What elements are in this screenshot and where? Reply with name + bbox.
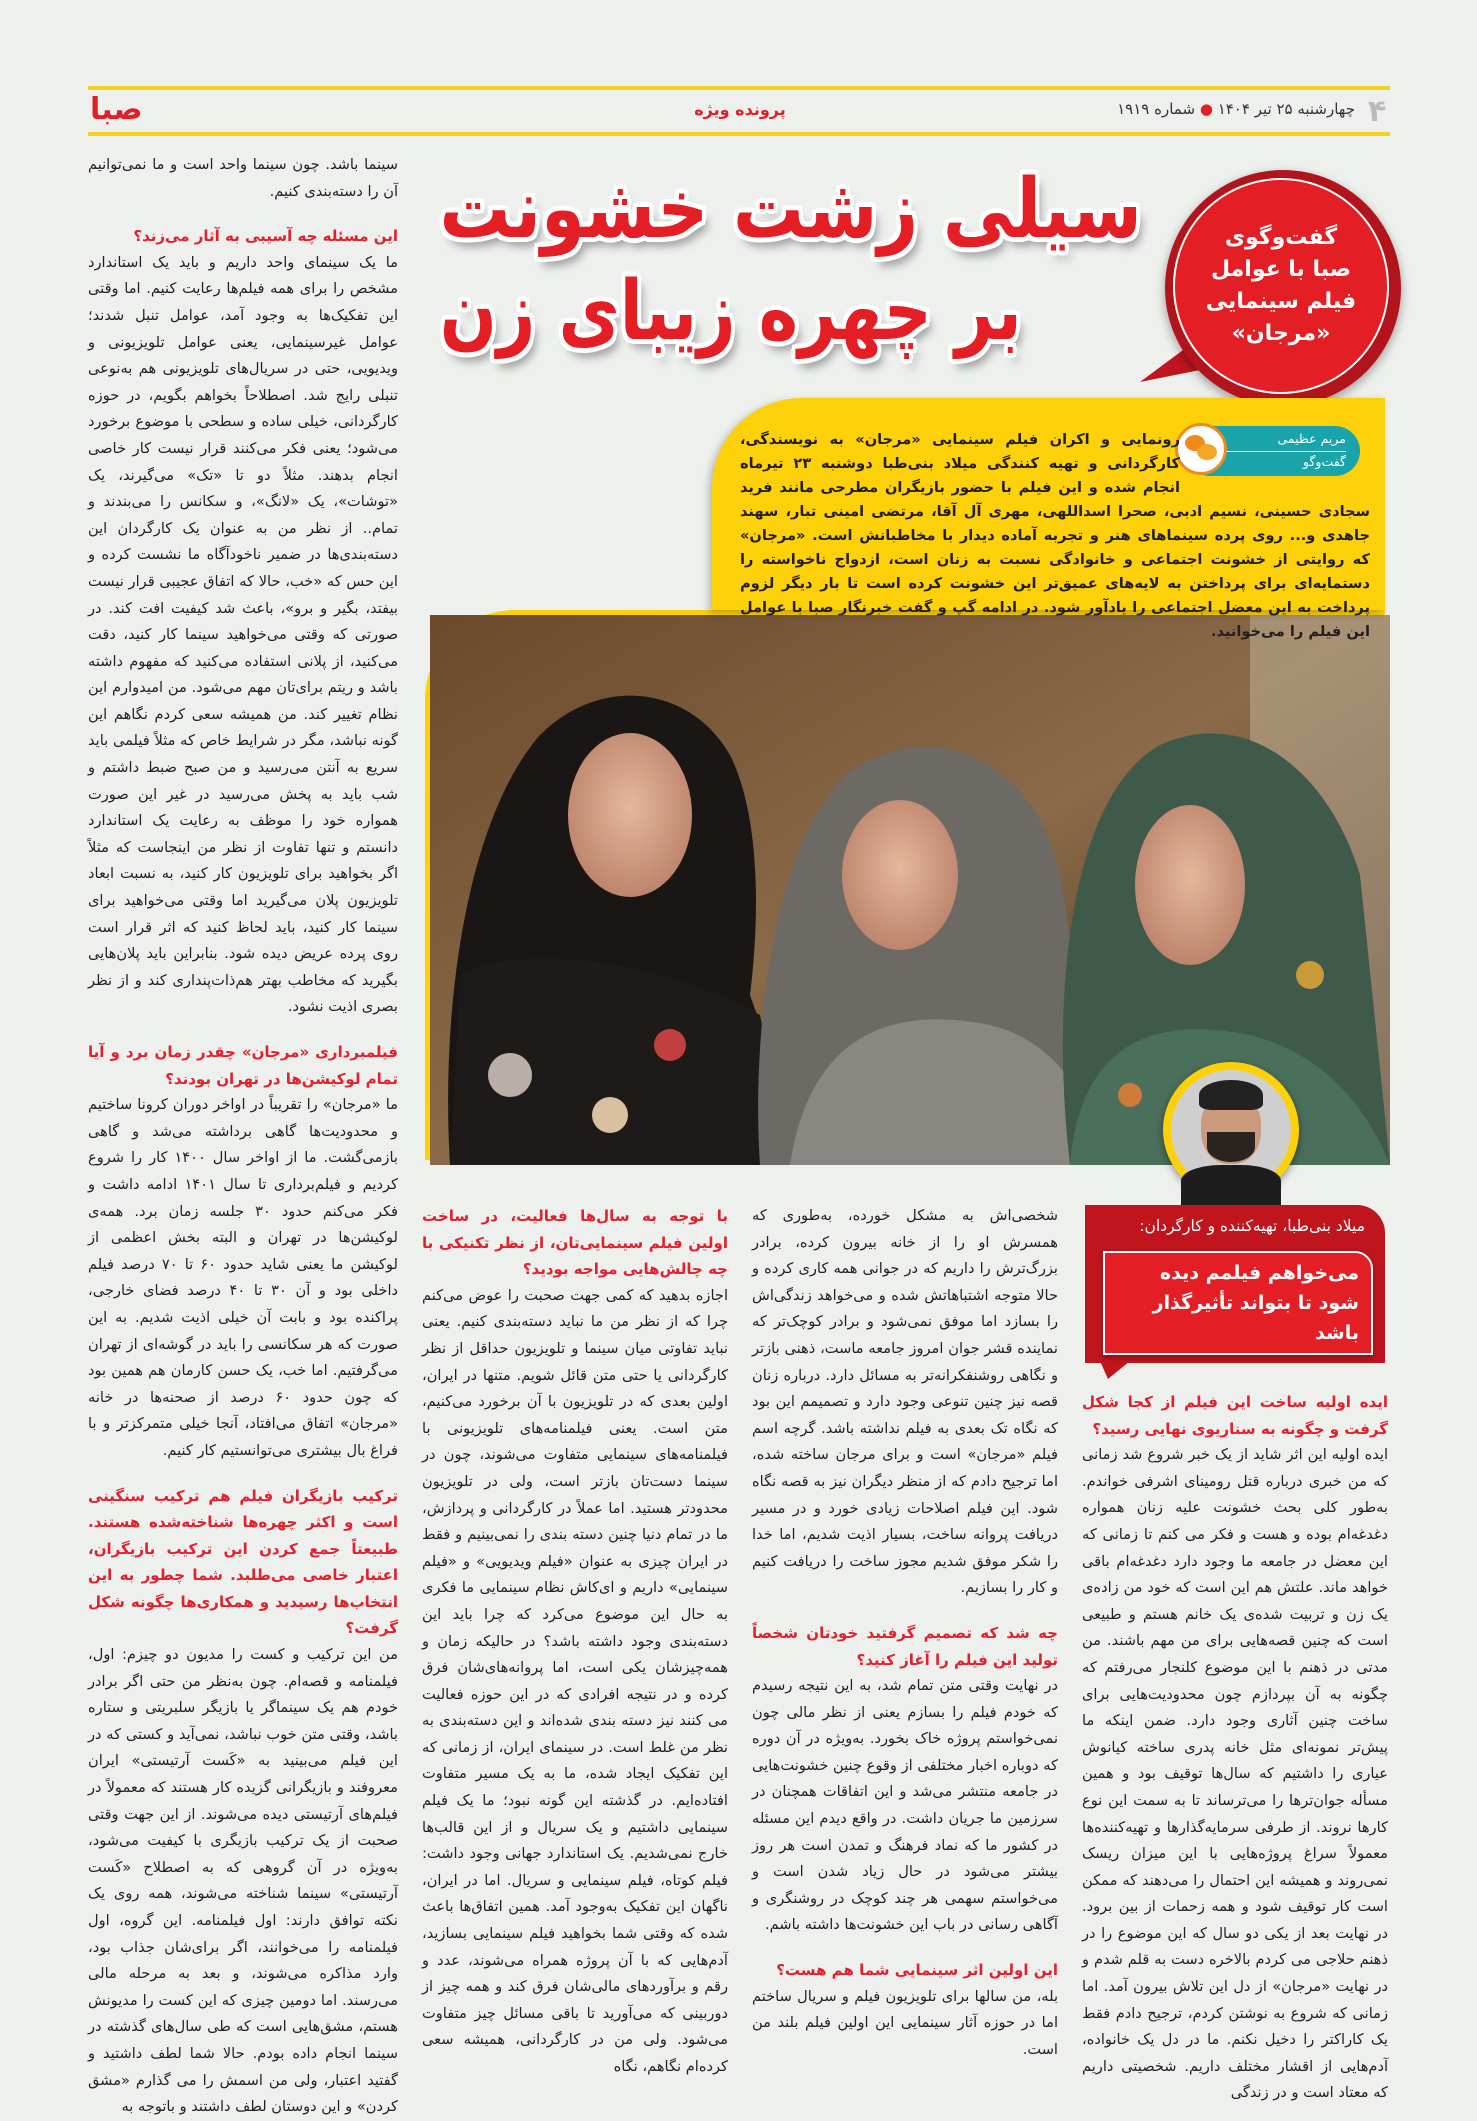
badge-line: گفت‌وگوی (1224, 225, 1338, 250)
issue-info (1117, 100, 1355, 118)
section-title: پرونده ویژه (694, 100, 786, 119)
intro-text: رونمایی و اکران فیلم سینمایی «مرجان» به نویسندگی، کارگردانی و تهیه کنندگی میلاد بنی‌طبا دوشنبه ۲۳ تیرماه انجام شده و این فیلم با حضور بازیگران مطرحی مانند فرید سجادی حسینی، نسیم ادبی، صحرا اسداللهی، مهری آل آقا، مرتضی امینی تبار، سهند جاهدی و... روی پرده سینماهای هنر و تجربه آماده دیدار با مخاطبانش است. «مرجان» که روایتی از خشونت اجتماعی و خانوادگی نسبت به زنان است، ازدواج ناخواسته را دستمایه‌ای برای پرداختن به لایه‌های عمیق‌تر این خشونت کرده است تا بار دیگر لزوم پرداخت به این معضل اجتماعی را یادآور شود. در ادامه گپ و گفت خبرنگار صبا با عوامل این فیلم را می‌خوانید. (740, 431, 1370, 640)
interview-question: این مسئله چه آسیبی به آثار می‌زند؟ (133, 227, 398, 246)
headline-line-1: سیلی زشت خشونت (439, 162, 1142, 257)
badge-line: صبا با عوامل (1211, 257, 1351, 282)
interview-answer: در نهایت وقتی متن تمام شد، به این نتیجه رسیدم که خودم فیلم را بسازم یعنی از نظر مالی چون نمی‌خواستم پروژه خاک بخورد. به‌ویژه در آن دوره که دوباره اخبار مختلفی از وقوع چنین خشونت‌هایی در جامعه منتشر می‌شد و این اتفاقات همچنان در سرزمین ما جریان داشت. در واقع دیدم این مسئله در کشور ما که نماد فرهنگ و تمدن است هر روز بیشتر می‌شود در حال زیاد شدن است و می‌خواستم سهمی هر چند کوچک در روشنگری و آگاهی رسانی در باب این خشونت‌ها داشته باشم. (752, 1677, 1058, 1934)
interview-answer: شخصی‌اش به مشکل خورده، به‌طوری که همسرش او را از خانه بیرون کرده، برادر بزرگ‌ترش را داریم که در جوانی همه کاری کرده و حالا متوجه اشتباهاتش شده و می‌خواهد زندگی‌اش را بسازد اما موفق نمی‌شود و برادر کوچک‌تر که نماینده قشر جوان امروز جامعه ماست، ذهنی بازتر و نگاهی روشنفکرانه‌تر به مسائل دارد. درباره زنان قصه نیز چنین تنوعی وجود دارد و تصمیمم این بود که نگاه تک بعدی به فیلم نداشته باشد. گرچه اسم فیلم «مرجان» است و برای مرجان ساخته شده، اما ترجیح دادم که از منظر دیگران نیز به قصه نگاه شود. این فیلم اصلاحات زیادی خورد و در مسیر دریافت پروانه ساخت، بسیار اذیت شدیم، اما خدا را شکر موفق شدیم مجوز ساخت را دریافت کنیم و کار را بسازیم. (752, 1207, 1058, 1597)
bullet-dot: ● (1199, 100, 1213, 118)
quote-speaker: میلاد بنی‌طبا، تهیه‌کننده و کارگردان: (1139, 1217, 1365, 1235)
headline-line-2: بر چهره زیبای زن (440, 264, 1022, 359)
issue-number: شماره ۱۹۱۹ (1117, 100, 1196, 118)
header-top-rule (88, 86, 1390, 90)
author-category: گفت‌وگو (1226, 451, 1346, 469)
header-bottom-rule (88, 132, 1390, 136)
interview-question: با توجه به سال‌ها فعالیت، در ساخت اولین فیلم سینمایی‌تان، از نظر تکنیکی با چه چالش‌هایی مواجه بودید؟ (422, 1207, 728, 1279)
quote-box (1085, 1205, 1385, 1363)
interview-question: فیلمبرداری «مرجان» چقدر زمان برد و آیا تمام لوکیشن‌ها در تهران بودند؟ (88, 1043, 398, 1088)
article-column-3 (422, 1203, 728, 2075)
interview-answer: بله، من سالها برای تلویزیون فیلم و سریال ساختم اما در حوزه آثار سینمایی این اولین فیلم بلند من است. (752, 1987, 1058, 2058)
saba-logo[interactable]: صبا (90, 92, 143, 127)
quote-tail (1100, 1361, 1130, 1381)
interview-answer: سینما باشد. چون سینما واحد است و ما نمی‌توانیم آن را دسته‌بندی کنیم. (88, 156, 398, 200)
interview-question: چه شد که تصمیم گرفتید خودتان شخصاً تولید این فیلم را آغاز کنید؟ (752, 1623, 1058, 1669)
quote-title: می‌خواهم فیلمم دیده شود تا بتواند تأثیرگذار باشد (1103, 1251, 1373, 1355)
author-name: مریم عظیمی (1277, 431, 1346, 446)
article-column-2 (752, 1203, 1058, 2058)
interview-question: ایده اولیه ساخت این فیلم از کجا شکل گرفت و چگونه به سناریوی نهایی رسید؟ (1082, 1393, 1388, 1438)
badge-line: فیلم سینمایی (1205, 289, 1357, 314)
article-column-1 (1082, 1389, 1388, 2102)
interview-question: این اولین اثر سینمایی شما هم هست؟ (776, 1961, 1058, 1980)
interview-question: ترکیب بازیگران فیلم هم ترکیب سنگینی است و اکثر چهره‌ها شناخته‌شده هستند. طبیعتاً جمع کردن این ترکیب بازیگران، اعتبار خاصی می‌طلبد. شما چطور به این انتخاب‌ها رسیدید و همکاری‌ها چگونه شکل گرفت؟ (88, 1486, 398, 1638)
interview-answer: ایده اولیه این اثر شاید از یک خبر شروع شد زمانی که من خبری درباره قتل رومینای اشرفی خواندم. به‌طور کلی بحث خشونت علیه زنان همواره دغدغه‌ام بوده و هست و فکر می کنم تا زمانی که این معضل در جامعه ما وجود دارد دغدغه‌ام باقی خواهد ماند. علتش هم این است که خود من زاده‌ی یک زن و تربیت شده‌ی یک خانم هستم و طبیعی است که چنین قصه‌هایی برای من مهم باشند. من مدتی در ذهنم با این موضوع کلنجار می‌رفتم که چگونه به آن بپردازم چون محدودیت‌هایی برای ساخت چنین آثاری وجود دارد. ضمن اینکه ما پیش‌تر نمونه‌ای مثل خانه پدری ساخته کیانوش عیاری را داشتیم که سال‌ها توقیف بود و همین مسأله جوان‌ترها را می‌ترساند تا به سمت این نوع کارها نروند. از طرفی سرمایه‌گذارها و تهیه‌کننده‌ها معمولاً سراغ پروژه‌هایی با این میزان ریسک نمی‌روند و همیشه این احتمال را می‌دهند که ممکن است کار توقیف شود و همه زحمات از بین برود. در نهایت بعد از یکی دو سال که این موضوع را در ذهنم حلاجی می کردم بالاخره دست به قلم شدم و در نهایت «مرجان» از دل این تلاش بیرون آمد. اما زمانی که شروع به نوشتن کردم، ترجیح دادم فقط یک کاراکتر را دخیل نکنم. ما در دل یک خانواده، آدم‌هایی از اقشار مختلف داریم. شخصیتی داریم که معتاد است و در زندگی (1082, 1446, 1388, 2102)
issue-date: چهارشنبه ۲۵ تیر ۱۴۰۴ (1217, 100, 1355, 118)
page-number: ۴ (1368, 94, 1387, 129)
article-column-4 (88, 152, 398, 2116)
interview-answer: من این ترکیب و کست را مدیون دو چیزم: اول، فیلمنامه و قصه‌ام. چون به‌نظر من حتی اگر برادر خودم هم یک سینماگر یا بازیگر سلبریتی و ستاره باشد، وقتی متن خوب نباشد، نمی‌آید و کستی که در این فیلم می‌بینید به «کَست آرتیستی» ایران معروفند و بازیگرانی گزیده کار هستند که معمولاً در فیلم‌های آرتیستی دیده می‌شوند. از این جهت وقتی صحبت از یک ترکیب بازیگری با کیفیت می‌شود، به‌ویژه در آن گروهی که به اصطلاح «کَست آرتیستی» سینما شناخته می‌شوند، همه روی یک نکته توافق دارند: اول فیلمنامه. این گروه، اول فیلمنامه را می‌خوانند، اگر برای‌شان جذاب بود، وارد مذاکره می‌شوند، و بعد به مرحله مالی می‌رسند. اما دومین چیزی که این کست را مدیونش هستم، مشق‌هایی است که طی سال‌های گذشته در سینما انجام داده بودم. حالا شما لطف داشتید و گفتید اعتبار، ولی من اسمش را می گذارم «مشق کردن» و این دوستان لطف داشتند و باتوجه به (88, 1646, 398, 2116)
interview-badge (1165, 170, 1401, 406)
interview-answer: ما یک سینمای واحد داریم و باید یک استاندارد مشخص را برای همه فیلم‌ها رعایت کنیم. اما وقتی این تفکیک‌ها به وجود آمد، عوامل تنبل شدند؛ عوامل غیرسینمایی، یعنی عوامل تلویزیونی و ویدیویی، حتی در سریال‌های تلویزیونی هم به‌نوعی تنبلی رایج شد. اصطلاحاً بخواهم بگویم، در حوزه کارگردانی، خیلی ساده و سطحی با موضوع برخورد می‌شود؛ یعنی فکر می‌کنند قرار نیست کار خاصی انجام بدهند. مثلاً دو تا «تک» می‌گیرند، یک «توشات»، یک «لانگ»، و سکانس را می‌بندند و تمام.. از نظر من به عنوان یک کارگردان این دسته‌بندی‌ها در ضمیر ناخودآگاه ما نشست کرده و این حس که «خب، حالا که اتفاق عجیبی قرار نیست بیفتد، بگیر و برو»، باعث شد کیفیت افت کند. در صورتی که وقتی می‌خواهید سینما کار کنید، دقت می‌کنید، از پلانی استفاده می‌کنید که مفهوم داشته باشد و ریتم برای‌تان مهم می‌شود. من امیدوارم این نظام تغییر کند. من همیشه سعی کردم نگاهم این گونه نباشد، مگر در شرایط خاص که مثلاً فیلمی باید سریع به آنتن می‌رسید و من صبح ضبط داشتم و شب باید به پخش می‌رسید در غیر این صورت همواره خود را موظف به رعایت یک استاندارد دانستم و تنها تفاوت از نظر من اینجاست که مثلاً اگر بخواهید برای تلویزیون کار کنید، به نسبت ابعاد تلویزیون پلان می‌گیرید اما وقتی می‌خواهید برای سینما کار کنید، باید لحاظ کنید که اثر قرار است روی پرده عریض دیده شود. بنابراین باید پلان‌هایی بگیرید که مخاطب بهتر هم‌ذات‌پنداری کند و از نظر بصری اذیت نشود. (88, 253, 398, 1016)
director-portrait (1163, 1062, 1299, 1198)
badge-line: «مرجان» (1231, 321, 1331, 346)
interview-answer: اجازه بدهید که کمی جهت صحبت را عوض می‌کنم چرا که از نظر من ما نباید دسته‌بندی کنیم. یعنی نباید تفاوتی میان سینما و تلویزیون حداقل از نظر کارگردانی یا حتی متن قائل شویم. متنها در ایران، اولین بعدی که در تلویزیون با آن برخورد می‌کنیم، متن است. یعنی فیلمنامه‌های تلویزیونی با فیلمنامه‌های سینمایی متفاوت می‌شوند، چون در سینما دست‌تان بازتر است، ولی در تلویزیون محدودتر هستید. اما عملاً در کارگردانی و پردازش، ما در تمام دنیا چنین دسته بندی را نمی‌بینیم و فقط در ایران چیزی به عنوان «فیلم ویدیویی» و «فیلم سینمایی» داریم و ای‌کاش نظام سینمایی ما فکری به حال این موضوع می‌کرد که چرا باید این دسته‌بندی وجود داشته باشد؟ در حالیکه زمان و همه‌چیزشان یکی است، اما پروانه‌های‌شان فرق کرده و در نتیجه افرادی که در این حوزه فعالیت می کنند نیز دسته بندی شده‌اند و این دسته‌بندی به نظر من غلط است. در سینمای ایران، از زمانی که این تفکیک ایجاد شده، ما به یک مسیر متفاوت افتاده‌ایم. در گذشته این گونه نبود؛ ما یک فیلم سینمایی داشتیم و یک سریال و از این قالب‌ها خارج نمی‌شدیم. یک استاندارد جهانی وجود داشت: فیلم کوتاه، فیلم سینمایی و سریال. اما در ایران، ناگهان این تفکیک به‌وجود آمد. همین اتفاق‌ها باعث شده که وقتی شما بخواهید فیلم سینمایی بسازید، آدم‌هایی که با آن پروژه همراه می‌شوند، عدد و رقم و برآوردهای مالی‌شان فرق کند و همه چیز از دوربینی که می‌آورید تا باقی مسائل چیز متفاوت می‌شود. ولی من در کارگردانی، همیشه سعی کرده‌ام نگاهم، نگاه (422, 1286, 728, 2075)
interview-answer: ما «مرجان» را تقریباً در اواخر دوران کرونا ساختیم و محدودیت‌ها گاهی برداشته می‌شد و گاهی بازمی‌گشت. ما از اواخر سال ۱۴۰۰ کار را شروع کردیم و فیلم‌برداری تا سال ۱۴۰۱ ادامه داشت و فکر می‌کنم حدود ۳۰ جلسه زمان برد. همه‌ی لوکیشن‌ها در تهران و البته بخش اعظمی از لوکیشن ما یعنی شاید حدود ۶۰ تا ۷۰ درصد فیلم داخلی بود و آن ۳۰ تا ۴۰ درصد فضای خارجی، پراکنده بود و بابت آن خیلی اذیت شدیم. به این صورت که هر سکانسی را باید در گوشه‌ای از تهران می‌گرفتیم. اما خب، یک حسن کارمان هم همین بود که چون حدود ۶۰ درصد از صحنه‌ها در خانه «مرجان» اتفاق می‌افتاد، آنجا خیلی متمرکزتر و با فراغ بال بیشتری می‌توانستیم کار کنیم. (88, 1096, 398, 1459)
